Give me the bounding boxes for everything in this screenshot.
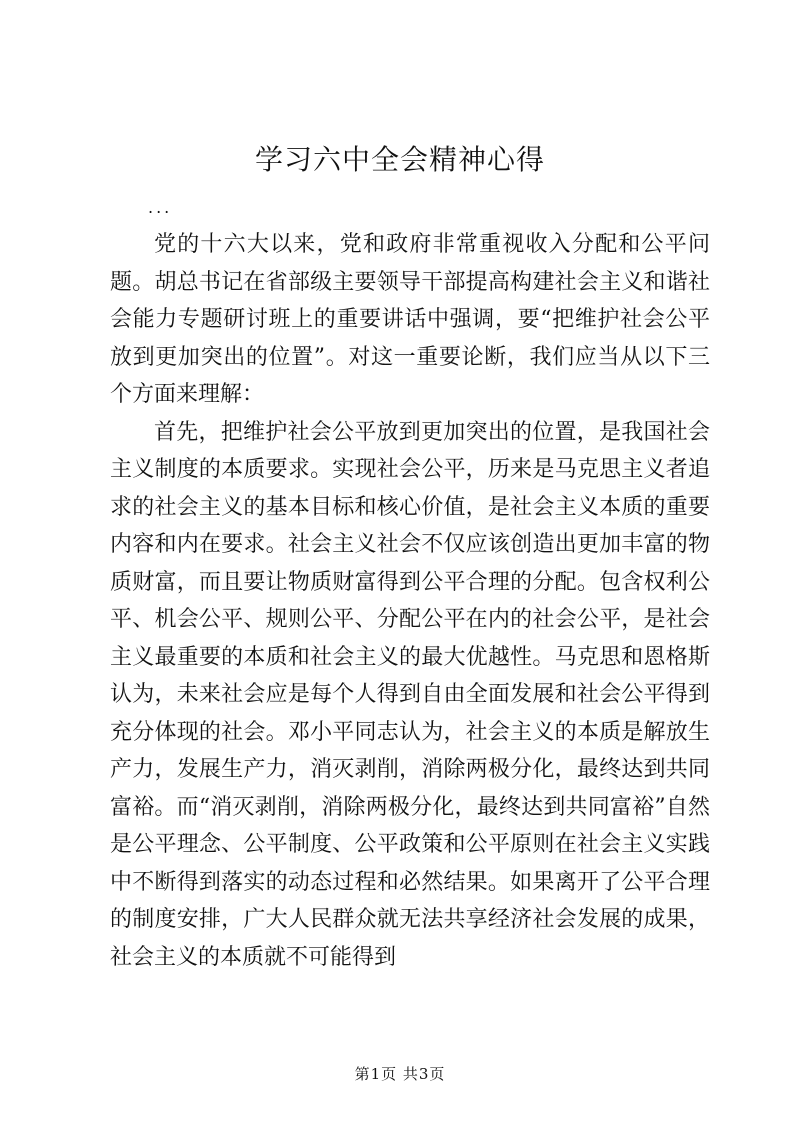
document-body [110, 226, 710, 976]
ellipsis-marker: ... [148, 198, 173, 217]
document-title: 学习六中全会精神心得 [254, 143, 545, 176]
paragraph-2: 首先，把维护社会公平放到更加突出的位置，是我国社会主义制度的本质要求。实现社会公平，历来是马克思主义者追求的社会主义的基本目标和核心价值，是社会主义本质的重要内容和内在要求。社会主义社会不仅应该创造出更加丰富的物质财富，而且要让物质财富得到公平合理的分配。包含权利公平、机会公平、规则公平、分配公平在内的社会公平，是社会主义最重要的本质和社会主义的最大优越性。马克思和恩格斯认为，未来社会应是每个人得到自由全面发展和社会公平得到充分体现的社会。邓小平同志认为，社会主义的本质是解放生产力，发展生产力，消灭剥削，消除两极分化，最终达到共同富裕。而“消灭剥削，消除两极分化，最终达到共同富裕”自然是公平理念、公平制度、公平政策和公平原则在社会主义实践中不断得到落实的动态过程和必然结果。如果离开了公平合理的制度安排，广大人民群众就无法共享经济社会发展的成果，社会主义的本质就不可能得到 [110, 419, 710, 970]
page-footer: 第1页 共3页 [354, 1065, 446, 1083]
paragraph-1: 党的十六大以来，党和政府非常重视收入分配和公平问题。胡总书记在省部级主要领导干部提高构建社会主义和谐社会能力专题研讨班上的重要讲话中强调，要“把维护社会公平放到更加突出的位置”。对这一重要论断，我们应当从以下三个方面来理解： [110, 232, 710, 407]
